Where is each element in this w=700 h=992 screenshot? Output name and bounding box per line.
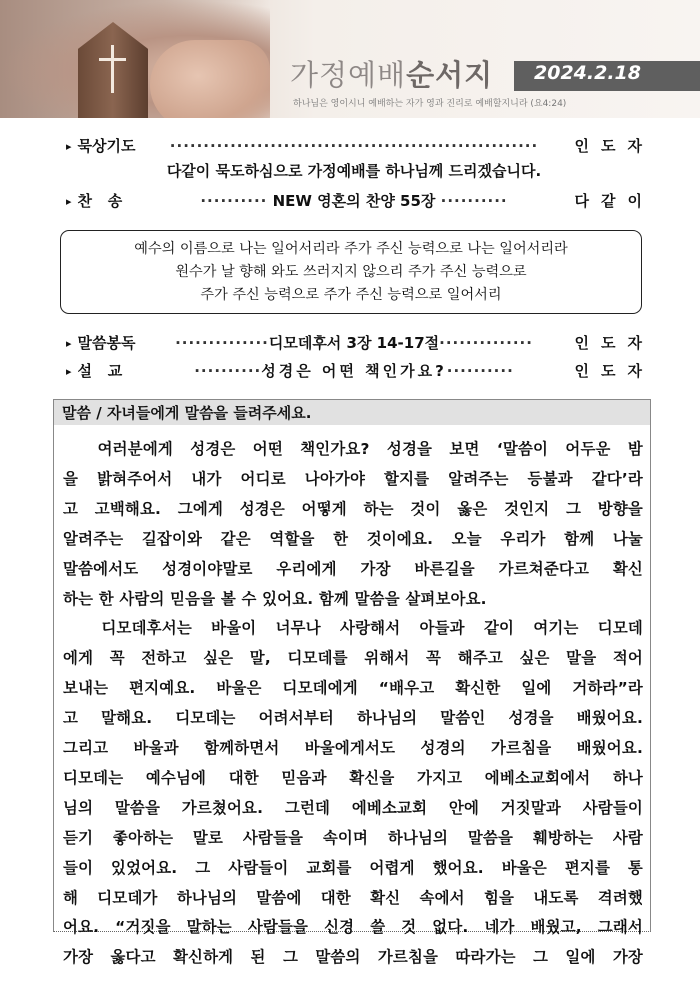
prayer-dots: ·······················································	[169, 137, 539, 155]
prayer-leader: 인도자	[574, 137, 654, 155]
sermon-title-row: ··········성경은 어떤 책인가요?··········	[194, 362, 514, 380]
message-line: 하는 한 사람의 믿음을 볼 수 있어요. 함께 말씀을 살펴보아요.	[63, 589, 487, 608]
cross-icon	[111, 45, 114, 93]
order-prayer	[66, 136, 654, 156]
hymn-lyric-line: 예수의 이름으로 나는 일어서리라 주가 주신 능력으로 나는 일어서리라	[134, 241, 568, 257]
message-line: 어요. “거짓을 말하는 사람들을 신경 쓸 것 없다. 네가 배웠고, 그래서	[63, 918, 643, 937]
header-banner	[0, 0, 700, 118]
message-line: 들이 있었어요. 그 사람들이 교회를 어렵게 했어요. 바울은 편지를 통	[63, 858, 643, 877]
message-line: 그리고 바울과 함께하면서 바울에게서도 성경의 가르침을 배웠어요.	[63, 739, 643, 757]
hymn-label: ▸ 찬 송	[66, 191, 122, 213]
order-sermon	[66, 361, 654, 381]
prayer-label: ▸ 묵상기도	[66, 136, 136, 158]
message-line: 님의 말씀을 가르쳤어요. 그런데 에베소교회 안에 거짓말과 사람들이	[63, 798, 643, 817]
message-line: 말씀에서도 성경이야말로 우리에게 가장 바른길을 가르쳐준다고 확신	[63, 559, 643, 578]
message-line: 보내는 편지예요. 바울은 디모데에게 “배우고 확신한 일에 거하라”라	[63, 679, 643, 698]
sermon-label: ▸ 설 교	[66, 361, 122, 383]
message-line: 에게 꼭 전하고 싶은 말, 디모데를 위해서 꼭 해주고 싶은 말을 적어	[63, 649, 643, 668]
message-line: 고 말해요. 디모데는 어려서부터 하나님의 말씀인 성경을 배웠어요.	[63, 709, 643, 728]
reading-leader: 인도자	[574, 334, 654, 352]
hymn-title: NEW 영혼의 찬양 55장	[272, 192, 436, 210]
reading-title-row: ··············디모데후서 3장 14-17절··············	[175, 334, 533, 352]
sermon-title: 성경은 어떤 책인가요?	[261, 362, 447, 380]
message-line: 여러분에게 성경은 어떤 책인가요? 성경을 보면 ‘말씀이 어두운 밤	[63, 440, 643, 458]
hymn-leader: 다같이	[574, 192, 654, 210]
message-line: 디모데는 예수님에 대한 믿음과 확신을 가지고 에베소교회에서 하나	[63, 768, 643, 787]
order-reading	[66, 333, 654, 353]
reading-title: 디모데후서 3장 14-17절	[268, 334, 440, 352]
reading-label: ▸ 말씀봉독	[66, 333, 136, 355]
message-line: 듣기 좋아하는 말로 사람들을 속이며 하나님의 말씀을 훼방하는 사람	[63, 828, 643, 847]
hand-illustration	[150, 40, 270, 118]
message-heading: 말씀 / 자녀들에게 말씀을 들려주세요.	[62, 404, 312, 422]
message-line: 알려주는 길잡이와 같은 역할을 한 것이에요. 오늘 우리가 함께 나눌	[63, 529, 643, 548]
page-title: 가정예배순서지	[290, 58, 494, 92]
hymn-lyric-line: 주가 주신 능력으로 주가 주신 능력으로 일어서리	[200, 287, 502, 303]
sermon-leader: 인도자	[574, 362, 654, 380]
prayer-note: 다같이 묵도하심으로 가정예배를 하나님께 드리겠습니다.	[166, 162, 542, 180]
order-hymn	[66, 191, 654, 211]
worship-date: 2024.2.18	[534, 62, 641, 84]
message-line: 을 밝혀주어서 내가 어디로 나아가야 할지를 알려주는 등불과 같다’라	[63, 469, 643, 488]
message-line: 해 디모데가 하나님의 말씀에 대한 확신 속에서 힘을 내도록 격려했	[63, 888, 643, 907]
message-line: 가장 옳다고 확신하게 된 그 말씀의 가르침을 따라가는 그 일에 가장	[63, 948, 643, 967]
hymn-lyric-line: 원수가 날 향해 와도 쓰러지지 않으리 주가 주신 능력으로	[175, 264, 527, 280]
message-line: 고 고백해요. 그에게 성경은 어떻게 하는 것이 옳은 것인지 그 방향을	[63, 499, 643, 518]
message-heading-bar	[53, 399, 651, 425]
header-verse: 하나님은 영이시니 예배하는 자가 영과 진리로 예배할지니라 (요4:24)	[293, 99, 567, 109]
message-line: 디모데후서는 바울이 너무나 사랑해서 아들과 같이 여기는 디모데	[63, 619, 643, 638]
hymn-title-row: ·········· NEW 영혼의 찬양 55장 ··········	[200, 192, 508, 210]
